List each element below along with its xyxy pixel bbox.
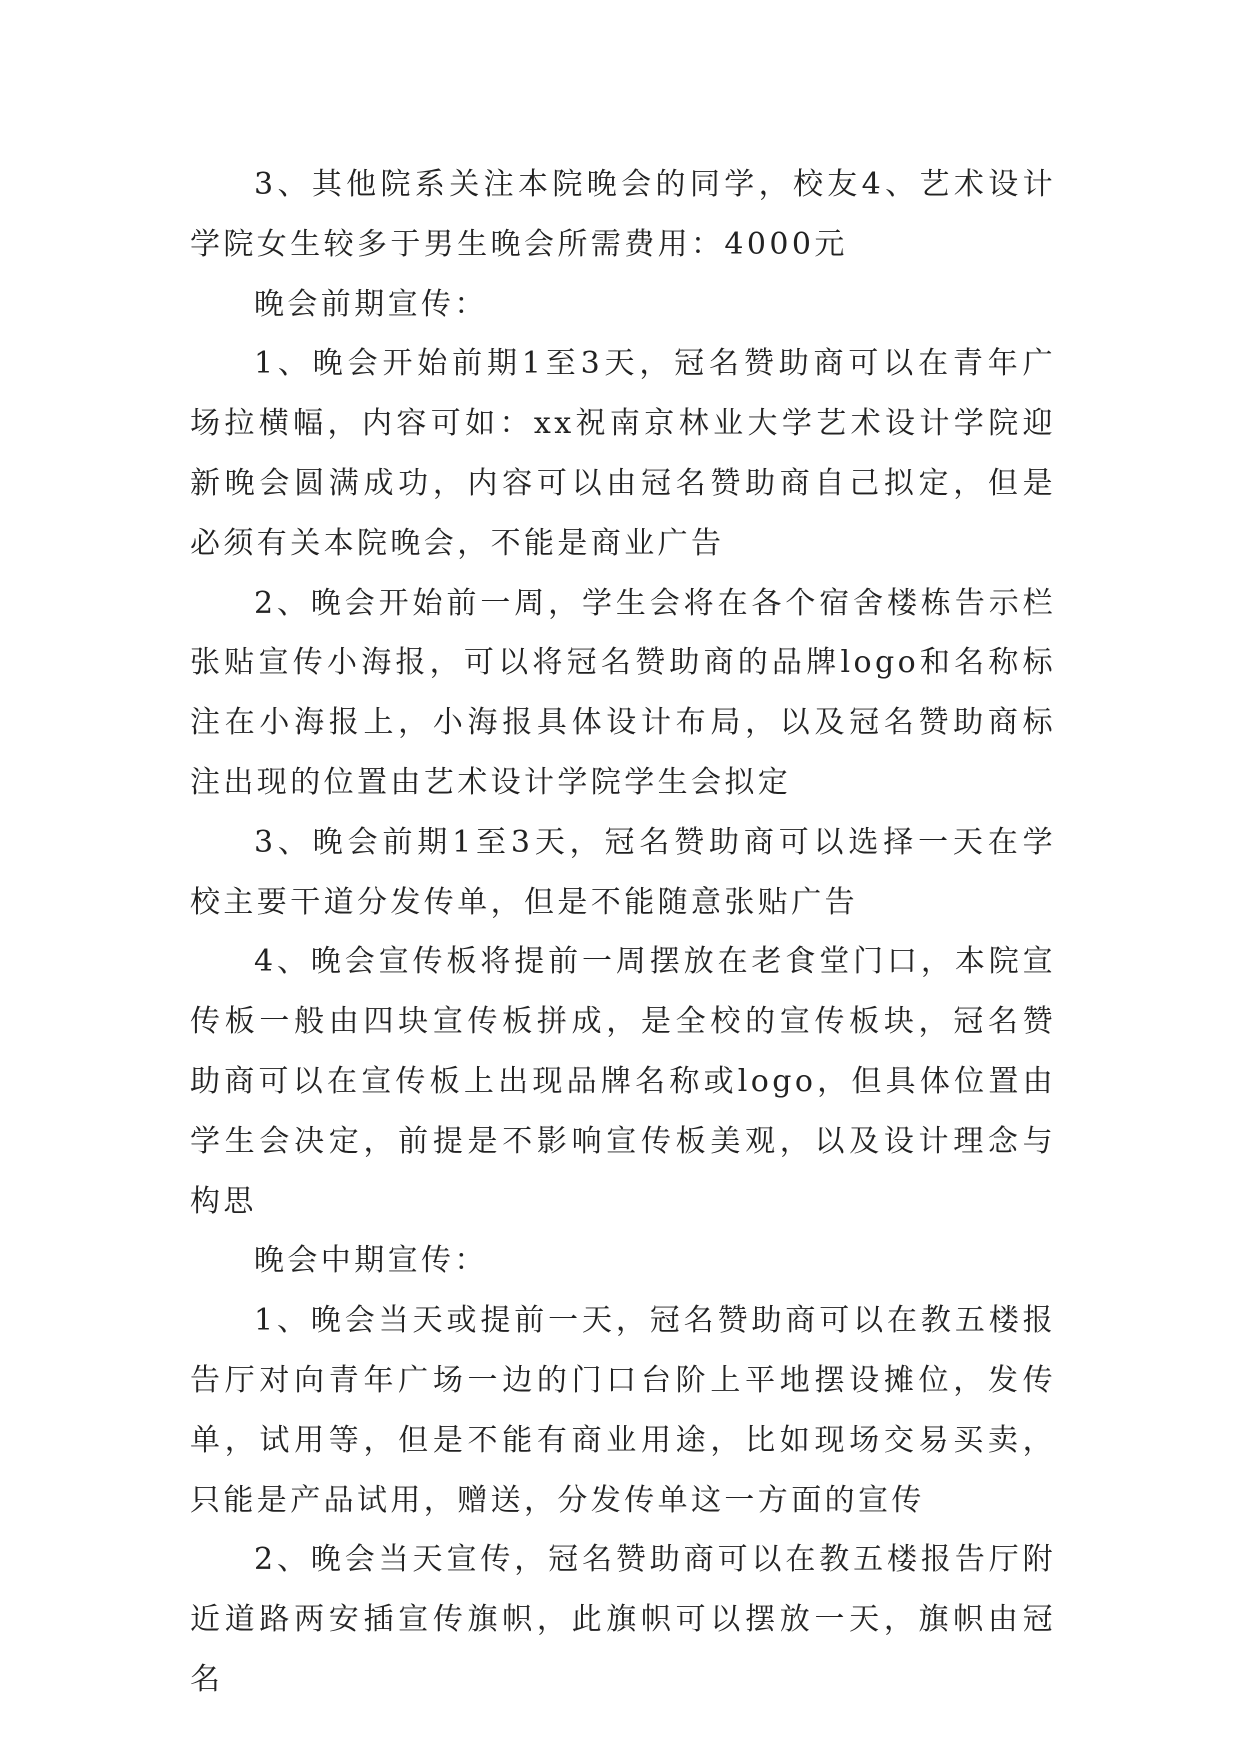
paragraph-early-item-3: 3、晚会前期1至3天，冠名赞助商可以选择一天在学校主要干道分发传单，但是不能随意张贴广告 — [190, 824, 1056, 920]
paragraph-mid-item-1: 1、晚会当天或提前一天，冠名赞助商可以在教五楼报告厅对向青年广场一边的门口台阶上平地摆设摊位，发传单，试用等，但是不能有商业用途，比如现场交易买卖，只能是产品试用，赠送，分发传单这一方面的宣传 — [190, 1303, 1056, 1518]
heading-early-promotion: 晚会前期宣传： — [254, 286, 488, 322]
heading-mid-promotion: 晚会中期宣传： — [254, 1243, 488, 1279]
paragraph-early-item-4: 4、晚会宣传板将提前一周摆放在老食堂门口，本院宣传板一般由四块宣传板拼成，是全校的宣传板块，冠名赞助商可以在宣传板上出现品牌名称或logo，但具体位置由学生会决定，前提是不影响宣传板美观，以及设计理念与构思 — [190, 944, 1056, 1219]
document-page — [190, 155, 1056, 1710]
paragraph-mid-item-2: 2、晚会当天宣传，冠名赞助商可以在教五楼报告厅附近道路两安插宣传旗帜，此旗帜可以摆放一天，旗帜由冠名 — [190, 1542, 1056, 1697]
paragraph-audience-item-3: 3、其他院系关注本院晚会的同学，校友4、艺术设计学院女生较多于男生晚会所需费用：4000元 — [190, 167, 1056, 262]
paragraph-early-item-1: 1、晚会开始前期1至3天，冠名赞助商可以在青年广场拉横幅，内容可如：xx祝南京林业大学艺术设计学院迎新晚会圆满成功，内容可以由冠名赞助商自己拟定，但是必须有关本院晚会，不能是商业广告 — [190, 346, 1056, 561]
paragraph-early-item-2: 2、晚会开始前一周，学生会将在各个宿舍楼栋告示栏张贴宣传小海报，可以将冠名赞助商的品牌logo和名称标注在小海报上，小海报具体设计布局，以及冠名赞助商标注出现的位置由艺术设计学院学生会拟定 — [190, 585, 1056, 800]
